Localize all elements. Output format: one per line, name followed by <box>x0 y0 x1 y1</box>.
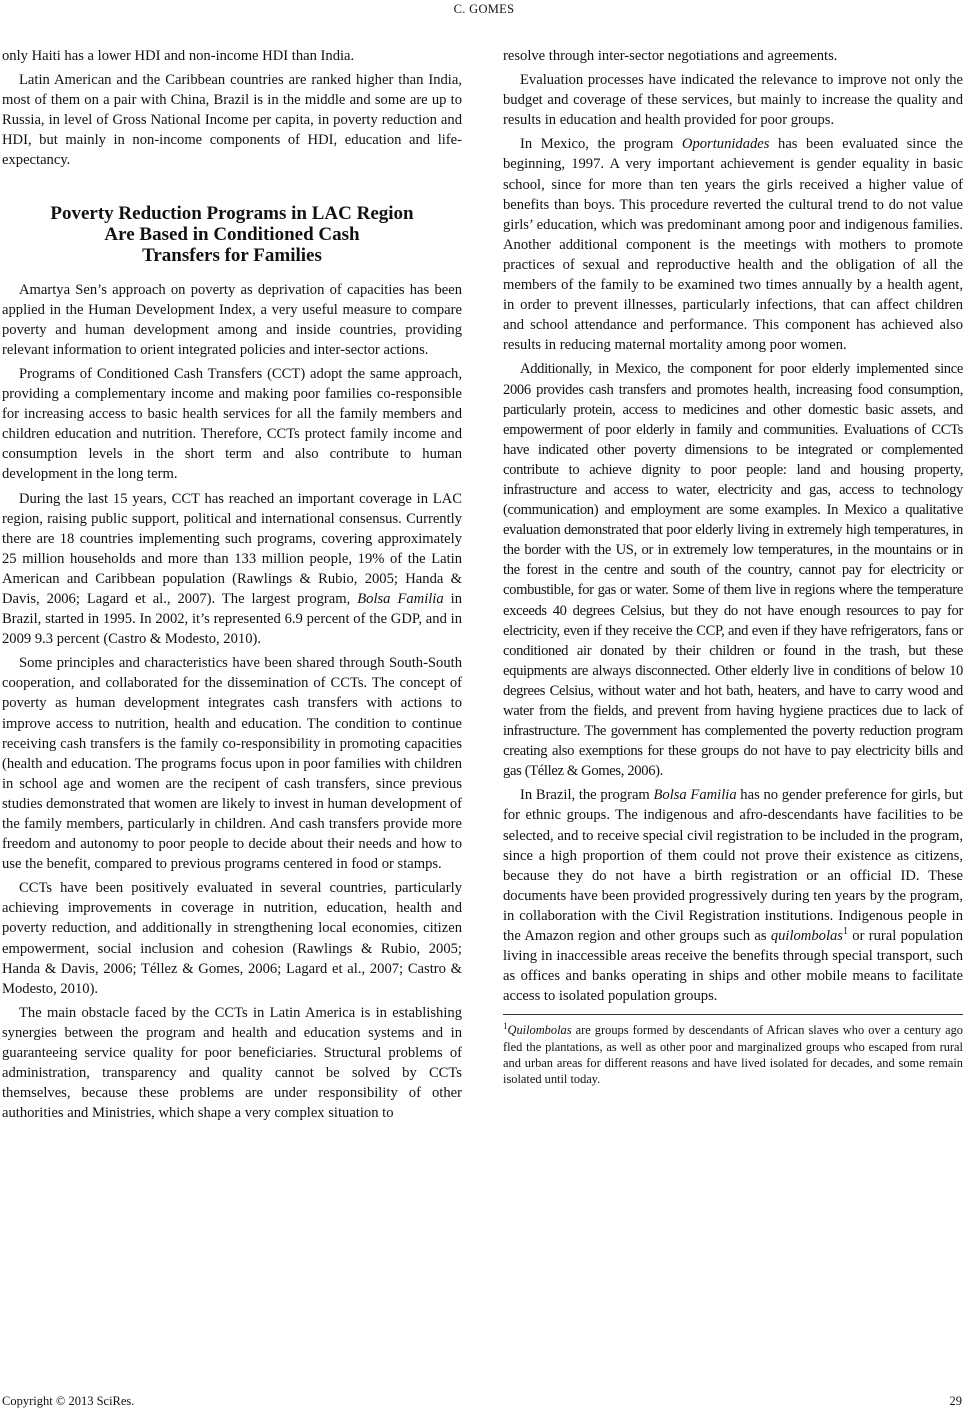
paragraph: resolve through inter-sector negotiations and agreements. <box>503 48 838 64</box>
paragraph <box>503 785 963 1006</box>
copyright-notice: Copyright © 2013 SciRes. <box>2 1394 135 1408</box>
term: quilombolas <box>770 928 843 945</box>
paragraph: The main obstacle faced by the CCTs in Latin America is in establishing synergies between the program and health and education systems and in guaranteeing service quality for poor beneficiaries. Structural problems of administration, transparency and quality cannot be solved by CCTs themselves, because these problems are under responsibility of other authorities and Ministries, which shape a very complex situation to <box>2 1004 462 1122</box>
text-run: has been evaluated since the beginning, 1997. A very important achievement is gender equality in basic school, since for more than ten years the girls received a higher value of benefits than boys. This procedure reverted the cultural trend to do not value girls’ education, which was predominant among poor and indigenous families. Another additional component is the meetings with mothers to promote practices of sexual and reproductive health and the obligation of all the members of the family to be examined two times annually by a health agent, in order to prevent illnesses, particularly infections, that can affect children and school attendance and performance. This component has achieved also results in reducing maternal mortality among poor women. <box>503 136 964 354</box>
paragraph: CCTs have been positively evaluated in several countries, particularly achieving improvements in coverage in nutrition, education, health and poverty reduction, and additionally in strengthening local economies, citizen empowerment, social inclusion and cohesion (Rawlings & Rubio, 2005; Handa & Davis, 2006; Téllez & Gomes, 2006; Lagard et al., 2007; Castro & Modesto, 2010). <box>2 880 462 997</box>
footnote <box>503 1014 963 1087</box>
paragraph <box>2 489 462 650</box>
footnote-mark: 1 <box>503 1021 508 1032</box>
section-heading-line: Transfers for Families <box>142 244 322 266</box>
section-heading-line: Poverty Reduction Programs in LAC Region <box>50 202 414 224</box>
paragraph: Programs of Conditioned Cash Transfers (CCT) adopt the same approach, providing a complementary income and making poor families co-responsible for increasing access to basic health services for all the family members and children education and nutrition. Therefore, CCTs protect family income and consumption levels in the short term and also contribute to human development in the long term. <box>2 365 462 483</box>
text-run: During the last 15 years, CCT has reached an important coverage in LAC region, raising public support, political and international consensus. Currently there are 18 countries implementing such programs, covering approximately 25 million households and more than 133 million people, 19% of the Latin American and Caribbean population (Rawlings & Rubio, 2005; Handa & Davis, 2006; Lagard et al., 2007). The largest program, <box>2 490 462 607</box>
program-name: Bolsa Familia <box>357 590 444 607</box>
text-run: or rural population living in inaccessible areas receive the benefits through special transport, such as offices and banks operating in ships and other mobile means to facilitate access to isolated population groups. <box>503 928 964 1005</box>
footnote-ref[interactable]: 1 <box>842 926 848 938</box>
text-run: In Brazil, the program <box>520 787 654 804</box>
text-run: has no gender preference for girls, but for ethnic groups. The indigenous and afro-descendants have facilities to be selected, and to receive special civil registration to be included in the program, since a high proportion of them could not prove their existence as citizens, because they do not have a birth registration or an official ID. These documents have been provided progressively during ten years by the program, in collaboration with the Civil Registration institutions. Indigenous people in the Amazon region and other groups such as <box>503 787 963 945</box>
footnote-text: are groups formed by descendants of African slaves who over a century ago fled the plantations, as well as other poor and marginalized groups who escaped from rural and urban areas for different reasons and have lived isolated for decades, and some remain isolated until today. <box>503 1023 963 1087</box>
footnote-term: Quilombolas <box>507 1023 572 1038</box>
program-name: Oportunidades <box>681 136 770 153</box>
left-column <box>2 46 462 1127</box>
section-heading-line: Are Based in Conditioned Cash <box>104 223 360 245</box>
paragraph <box>503 134 963 355</box>
page-number: 29 <box>949 1394 962 1408</box>
right-column <box>503 46 963 1087</box>
text-run: In Mexico, the program <box>520 136 682 153</box>
section-heading <box>2 203 462 266</box>
running-head: C. GOMES <box>453 2 515 16</box>
paragraph: Evaluation processes have indicated the relevance to improve not only the budget and coverage of these services, but mainly to increase the quality and results in education and health provided for poor groups. <box>503 72 963 129</box>
text-run: in Brazil, started in 1995. In 2002, it’s represented 6.9 percent of the GDP, and in 2009 9.3 percent (Castro & Modesto, 2010). <box>2 590 462 648</box>
paragraph: Additionally, in Mexico, the component for poor elderly implemented since 2006 provides cash transfers and promotes health, increasing food consumption, particularly protein, access to medicines and other domestic basic assets, and empowerment of poor elderly in family and communities. Evaluations of CCTs have indicated other poverty dimensions to be integrated or complemented contribute to achieve dignity to poor people: land and housing property, infrastructure and access to water, electricity and gas, access to technology (communication) and employment are some examples. In Mexico a qualitative evaluation demonstrated that poor elderly living in extremely high temperatures, in the border with the US, or in extremely low temperatures, in the mountains or in the forest in the centre and south of the country, cannot pay for electricity or combustible, for gas or water. Some of them live in regions where the temperature exceeds 40 degrees Celsius, but they do not have enough resources to pay for electricity, even if they receive the CCP, and even if they have refrigerators, fans or conditioned air donated by their children or found in the trash, but these equipments are always disconnected. Other elderly live in conditions of below 10 degrees Celsius, without water and hot bath, heaters, and have to carry wood and water from the fields, and prevent from having hygiene practices due to lack of infrastructure. The government has complemented the poverty reduction program creating also exemptions for these groups do not have to pay electricity bills and gas (Téllez & Gomes, 2006). <box>503 361 963 780</box>
paragraph: Amartya Sen’s approach on poverty as deprivation of capacities has been applied in the Human Development Index, a very useful measure to compare poverty and human development among and inside countries, providing relevant information to orient integrated policies and inter-sector actions. <box>2 281 462 358</box>
paragraph: only Haiti has a lower HDI and non-income HDI than India. <box>2 48 355 64</box>
paragraph: Some principles and characteristics have been shared through South-South cooperation, and collaborated for the dissemination of CCTs. The concept of poverty as human development integrates cash transfers with actions to improve access to nutrition, health and education. The condition to continue receiving cash transfers is the family co-responsibility in promoting capacities (health and education. The programs focus upon in poor families with children in school age and women are the recipent of cash transfers, since previous studies demonstrated that women are likely to invest in human development of the family members, particularly in children. And cash transfers provide more freedom and autonomy to poor people to decide about their needs and how to use the benefit, compared to previous programs centered in food or stamps. <box>2 655 463 873</box>
program-name: Bolsa Familia <box>653 787 737 804</box>
paragraph: Latin American and the Caribbean countries are ranked higher than India, most of them on a pair with China, Brazil is in the middle and some are up to Russia, in level of Gross National Income per capita, in poverty reduction and HDI, but mainly in non-income components of HDI, education and life-expectancy. <box>2 72 462 169</box>
